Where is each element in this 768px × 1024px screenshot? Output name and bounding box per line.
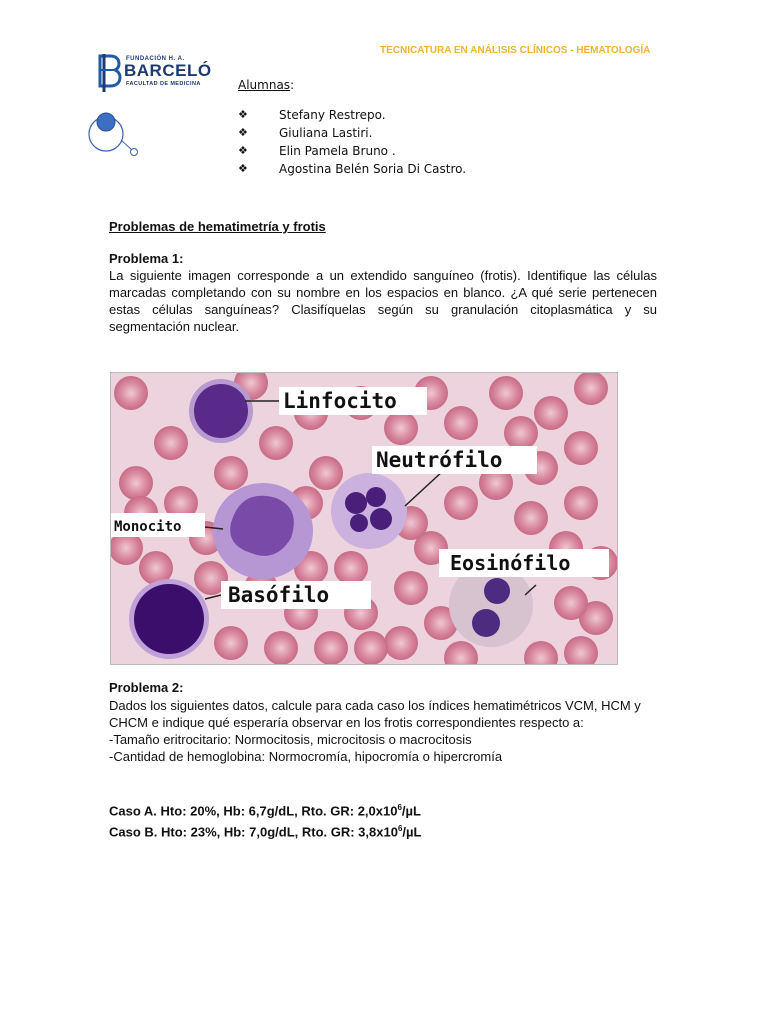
problem1-text: La siguiente imagen corresponde a un extendido sanguíneo (frotis). Identifique las células marcadas completando con su nombre en los espacios en blanco. ¿A qué serie pertenecen estas células sanguíneas? Clasifíquelas según su granulación citoplasmática y su segmentación nuclear.	[109, 268, 657, 334]
red-blood-cell	[154, 426, 188, 460]
red-blood-cell	[119, 466, 153, 500]
students-title: Alumnas	[238, 78, 291, 92]
red-blood-cell	[534, 396, 568, 430]
cases-block	[109, 799, 421, 842]
diamond-bullet-icon: ❖	[238, 144, 248, 157]
label-monocito: Monocito	[114, 519, 182, 535]
lymphocyte-cell	[189, 379, 253, 443]
red-blood-cell	[264, 631, 298, 664]
case-a: Caso A. Hto: 20%, Hb: 6,7g/dL, Rto. GR: $2,0x10^6/\mu L$	[109, 803, 421, 819]
logo-foundation: FUNDACIÓN H. A.	[126, 56, 185, 62]
red-blood-cell	[564, 486, 598, 520]
red-blood-cell	[444, 486, 478, 520]
list-item: ❖ Stefany Restrepo.	[238, 108, 386, 122]
label-basofilo: Basófilo	[228, 583, 330, 607]
red-blood-cell	[314, 631, 348, 664]
red-blood-cell	[114, 376, 148, 410]
problem1-title: Problema 1:	[109, 251, 184, 266]
red-blood-cell	[354, 631, 388, 664]
red-blood-cell	[554, 586, 588, 620]
red-blood-cell	[394, 571, 428, 605]
red-blood-cell	[214, 456, 248, 490]
students-title-colon: :	[290, 78, 295, 92]
red-blood-cell	[309, 456, 343, 490]
problem2-line2: -Cantidad de hemoglobina: Normocromía, hipocromía o hipercromía	[109, 749, 503, 764]
label-neutrofilo: Neutrófilo	[376, 448, 503, 472]
monocyte-cell	[213, 483, 313, 579]
red-blood-cell	[489, 376, 523, 410]
red-blood-cell	[444, 406, 478, 440]
red-blood-cell	[504, 416, 538, 450]
diamond-bullet-icon: ❖	[238, 162, 248, 175]
students-block	[238, 78, 467, 178]
logo-faculty: FACULTAD DE MEDICINA	[126, 81, 201, 87]
red-blood-cell	[259, 426, 293, 460]
students-list	[238, 106, 467, 178]
problem2-title: Problema 2:	[109, 680, 184, 695]
problem2-text	[109, 697, 657, 765]
red-blood-cell	[514, 501, 548, 535]
barcelo-b-icon	[96, 52, 122, 94]
logo-name: BARCELÓ	[124, 61, 212, 80]
red-blood-cell	[334, 551, 368, 585]
diamond-bullet-icon: ❖	[238, 108, 248, 121]
decorative-circles-icon	[86, 108, 142, 160]
red-blood-cell	[214, 626, 248, 660]
neutrophil-cell	[331, 473, 407, 549]
basophil-cell	[129, 579, 209, 659]
list-item: ❖ Giuliana Lastiri.	[238, 126, 373, 140]
problem2-line1: -Tamaño eritrocitario: Normocitosis, microcitosis o macrocitosis	[109, 732, 472, 747]
section-title: Problemas de hematimetría y frotis	[109, 219, 326, 234]
problem2-intro: Dados los siguientes datos, calcule para cada caso los índices hematimétricos VCM, HCM y CHCM e indique qué esperaría observar en los frotis correspondientes respecto a:	[109, 698, 641, 730]
list-item: ❖ Agostina Belén Soria Di Castro.	[238, 162, 467, 176]
list-item: ❖ Elin Pamela Bruno .	[238, 144, 396, 158]
label-eosinofilo: Eosinófilo	[450, 551, 571, 575]
label-linfocito: Linfocito	[283, 389, 397, 413]
blood-smear-image	[110, 372, 618, 665]
university-logo	[96, 52, 226, 94]
red-blood-cell	[564, 431, 598, 465]
red-blood-cell	[384, 626, 418, 660]
case-b: Caso B. Hto: 23%, Hb: 7,0g/dL, Rto. GR: $3,8x10^6/\mu L$	[109, 824, 422, 840]
red-blood-cell	[384, 411, 418, 445]
course-header: TECNICATURA EN ANÁLISIS CLÍNICOS - HEMATOLOGÍA	[380, 45, 651, 56]
diamond-bullet-icon: ❖	[238, 126, 248, 139]
